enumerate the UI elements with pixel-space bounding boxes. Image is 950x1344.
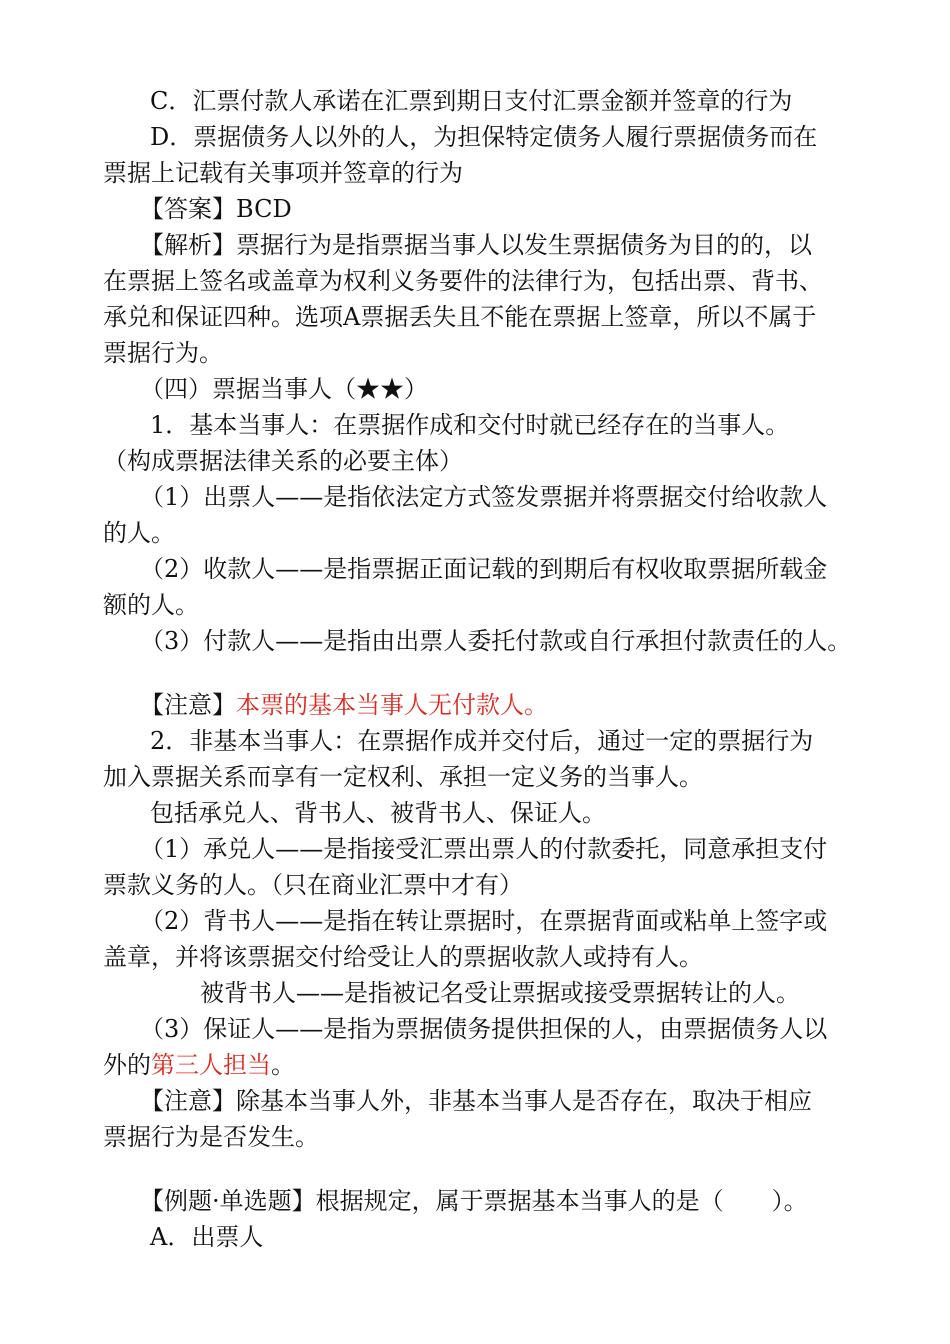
- basic-party-def: 1．基本当事人：在票据作成和交付时就已经存在的当事人。: [150, 411, 790, 439]
- endorser-line-2: 盖章，并将该票据交付给受让人的票据收款人或持有人。: [103, 943, 703, 971]
- example-option-a: A．出票人: [150, 1223, 264, 1251]
- endorsee-line: 被背书人——是指被记名受让票据或接受票据转让的人。: [200, 979, 800, 1007]
- endorser-line-1: （2）背书人——是指在转让票据时，在票据背面或粘单上签字或: [140, 907, 828, 935]
- payer-line: （3）付款人——是指由出票人委托付款或自行承担付款责任的人。: [140, 627, 852, 655]
- note2-line-1: 【注意】除基本当事人外，非基本当事人是否存在，取决于相应: [140, 1087, 812, 1115]
- example-question: 【例题·单选题】根据规定，属于票据基本当事人的是（ ）。: [140, 1187, 808, 1215]
- analysis-line-2: 在票据上签名或盖章为权利义务要件的法律行为，包括出票、背书、: [103, 267, 823, 295]
- option-d-line-1: D．票据债务人以外的人，为担保特定债务人履行票据债务而在: [150, 123, 818, 151]
- nonbasic-def-1: 2．非基本当事人：在票据作成并交付后，通过一定的票据行为: [150, 727, 814, 755]
- note-line-1: [140, 688, 548, 722]
- basic-party-note: （构成票据法律关系的必要主体）: [103, 447, 463, 475]
- drawer-line-1: （1）出票人——是指依法定方式签发票据并将票据交付给收款人: [140, 483, 828, 511]
- option-d-line-2: 票据上记载有关事项并签章的行为: [103, 159, 463, 187]
- nonbasic-def-2: 加入票据关系而享有一定权利、承担一定义务的当事人。: [103, 763, 703, 791]
- guarantor-text-c: 。: [271, 1051, 295, 1079]
- guarantor-line-1: （3）保证人——是指为票据债务提供担保的人，由票据债务人以: [140, 1015, 828, 1043]
- guarantor-line-2: [103, 1048, 295, 1082]
- analysis-line-3: 承兑和保证四种。选项A票据丢失且不能在票据上签章，所以不属于: [103, 303, 817, 331]
- acceptor-line-1: （1）承兑人——是指接受汇票出票人的付款委托，同意承担支付: [140, 835, 828, 863]
- section-heading: （四）票据当事人（★★）: [140, 375, 428, 403]
- guarantor-text-a: 外的: [103, 1051, 151, 1079]
- nonbasic-list: 包括承兑人、背书人、被背书人、保证人。: [150, 799, 606, 827]
- answer-line: 【答案】BCD: [140, 195, 292, 223]
- drawer-line-2: 的人。: [103, 519, 175, 547]
- guarantor-highlight: 第三人担当: [151, 1051, 271, 1079]
- analysis-line-1: 【解析】票据行为是指票据当事人以发生票据债务为目的的，以: [140, 231, 812, 259]
- payee-line-2: 额的人。: [103, 591, 199, 619]
- note-label: 【注意】: [140, 691, 236, 719]
- note2-line-2: 票据行为是否发生。: [103, 1123, 319, 1151]
- payee-line-1: （2）收款人——是指票据正面记载的到期后有权收取票据所载金: [140, 555, 828, 583]
- acceptor-line-2: 票款义务的人。（只在商业汇票中才有）: [103, 871, 523, 899]
- option-c-line: C．汇票付款人承诺在汇票到期日支付汇票金额并签章的行为: [150, 87, 793, 115]
- analysis-line-4: 票据行为。: [103, 339, 223, 367]
- note-highlight: 本票的基本当事人无付款人。: [236, 691, 548, 719]
